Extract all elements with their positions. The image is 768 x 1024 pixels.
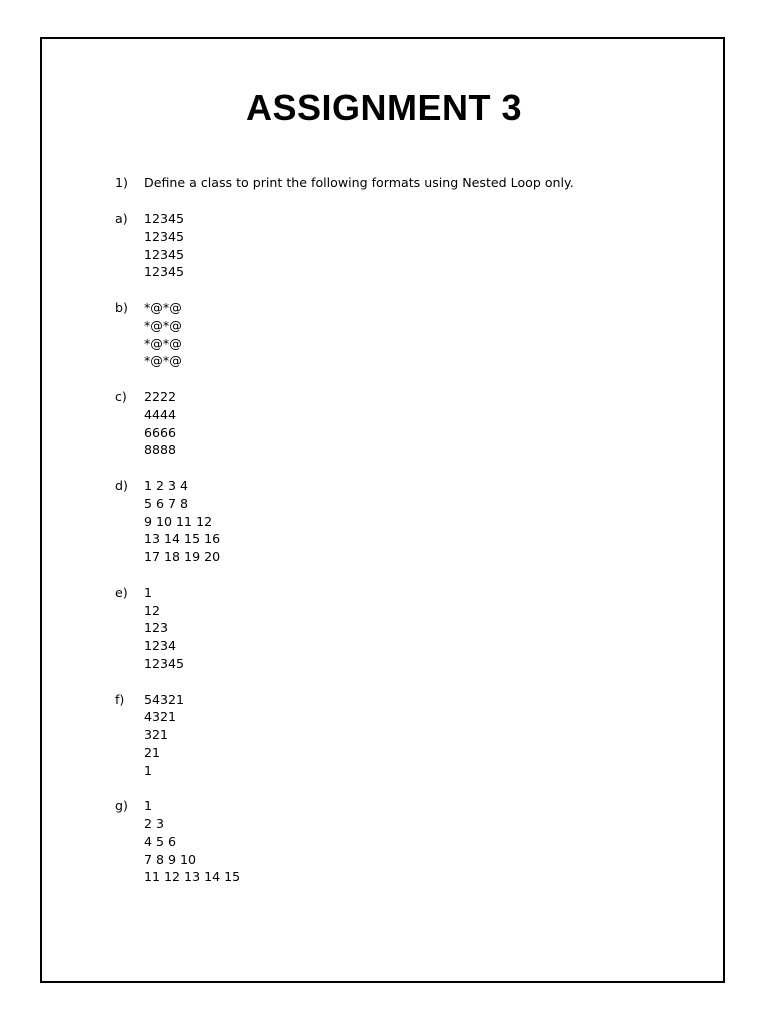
pattern-line: 123 (144, 620, 169, 636)
pattern-label: g) (115, 798, 128, 814)
pattern-label: b) (115, 299, 128, 315)
pattern-label: d) (115, 477, 128, 493)
pattern-list (115, 210, 240, 904)
pattern-item (115, 477, 240, 566)
question-number: 1) (115, 175, 128, 190)
pattern-lines (144, 797, 240, 886)
pattern-line: 21 (144, 744, 161, 760)
pattern-line: 2 3 (144, 816, 165, 832)
pattern-lines (144, 299, 182, 370)
pattern-line: 2222 (144, 388, 177, 404)
pattern-line: 1 (144, 798, 153, 814)
pattern-line: *@*@ (144, 353, 182, 369)
pattern-label: e) (115, 584, 128, 600)
pattern-line: 7 8 9 10 (144, 851, 197, 867)
pattern-line: 8888 (144, 442, 177, 458)
pattern-line: *@*@ (144, 335, 182, 351)
pattern-line: 12345 (144, 228, 185, 244)
pattern-line: 11 12 13 14 15 (144, 869, 241, 885)
pattern-line: 12 (144, 602, 161, 618)
question (115, 174, 574, 192)
pattern-line: 1 (144, 762, 153, 778)
pattern-line: *@*@ (144, 299, 182, 315)
pattern-line: 4444 (144, 406, 177, 422)
pattern-label: f) (115, 691, 125, 707)
pattern-line: *@*@ (144, 317, 182, 333)
pattern-item (115, 691, 240, 780)
pattern-label: c) (115, 388, 127, 404)
pattern-item (115, 210, 240, 281)
pattern-lines (144, 477, 220, 566)
pattern-item (115, 299, 240, 370)
pattern-line: 5 6 7 8 (144, 495, 189, 511)
pattern-line: 321 (144, 727, 169, 743)
pattern-line: 1234 (144, 638, 177, 654)
pattern-line: 54321 (144, 691, 185, 707)
pattern-line: 12345 (144, 211, 185, 226)
pattern-line: 12345 (144, 264, 185, 280)
pattern-item (115, 388, 240, 459)
pattern-line: 12345 (144, 655, 185, 671)
page-title: ASSIGNMENT 3 (245, 87, 523, 128)
pattern-line: 17 18 19 20 (144, 549, 221, 565)
pattern-lines (144, 584, 184, 673)
pattern-line: 4 5 6 (144, 833, 177, 849)
pattern-lines (144, 210, 184, 281)
pattern-line: 4321 (144, 709, 177, 725)
pattern-lines (144, 388, 176, 459)
pattern-line: 9 10 11 12 (144, 513, 213, 529)
pattern-line: 13 14 15 16 (144, 531, 221, 547)
pattern-label: a) (115, 211, 128, 226)
question-text: Define a class to print the following formats using Nested Loop only. (144, 175, 574, 190)
pattern-line: 6666 (144, 424, 177, 440)
pattern-lines (144, 691, 184, 780)
pattern-item (115, 584, 240, 673)
pattern-line: 12345 (144, 246, 185, 262)
pattern-item (115, 797, 240, 886)
pattern-line: 1 (144, 584, 153, 600)
pattern-line: 1 2 3 4 (144, 477, 189, 493)
